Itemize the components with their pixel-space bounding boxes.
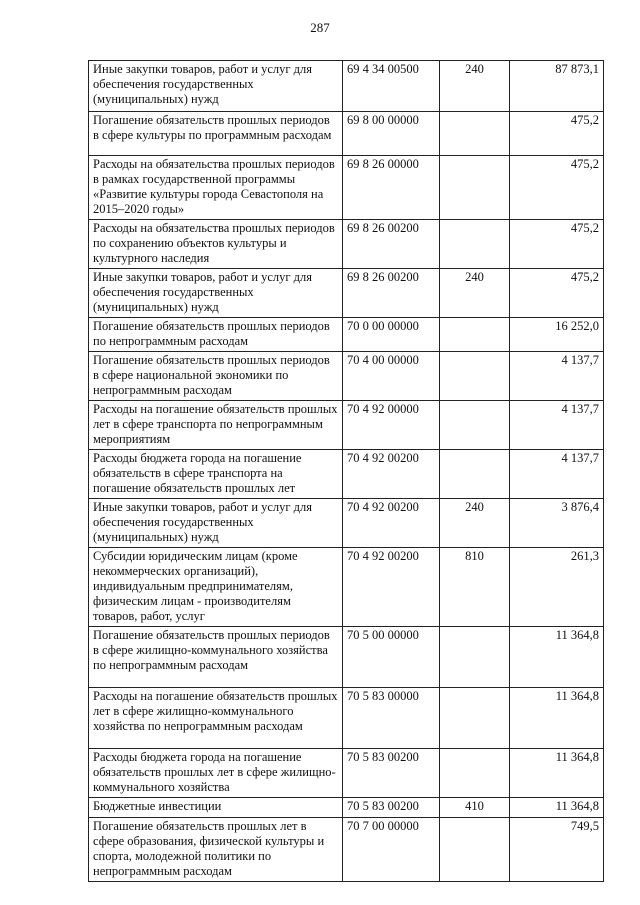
row-code: 69 8 26 00200 [343, 220, 440, 269]
row-code: 70 4 00 00000 [343, 352, 440, 401]
row-sum: 4 137,7 [510, 352, 604, 401]
row-code: 70 4 92 00200 [343, 548, 440, 627]
row-name: Расходы бюджета города на погашение обязательств прошлых лет в сфере жилищно-коммунального хозяйства [89, 749, 343, 798]
table-row [89, 156, 604, 220]
row-code: 70 7 00 00000 [343, 818, 440, 882]
row-name: Погашение обязательств прошлых периодов в сфере культуры по программным расходам [89, 112, 343, 156]
row-sum: 475,2 [510, 156, 604, 220]
row-expense-type [440, 401, 510, 450]
table-row [89, 749, 604, 798]
row-sum: 16 252,0 [510, 318, 604, 352]
row-code: 70 4 92 00200 [343, 450, 440, 499]
row-expense-type [440, 627, 510, 688]
row-code: 70 4 92 00200 [343, 499, 440, 548]
row-expense-type: 240 [440, 269, 510, 318]
row-sum: 4 137,7 [510, 401, 604, 450]
row-code: 69 8 26 00200 [343, 269, 440, 318]
row-expense-type [440, 749, 510, 798]
table-row [89, 318, 604, 352]
row-name: Расходы бюджета города на погашение обязательств в сфере транспорта на погашение обязательств прошлых лет [89, 450, 343, 499]
table-row [89, 688, 604, 749]
row-sum: 11 364,8 [510, 749, 604, 798]
row-code: 70 5 83 00200 [343, 798, 440, 818]
row-name: Погашение обязательств прошлых периодов в сфере жилищно-коммунального хозяйства по непрограммным расходам [89, 627, 343, 688]
row-code: 70 5 83 00200 [343, 749, 440, 798]
table-row [89, 112, 604, 156]
row-expense-type: 240 [440, 61, 510, 112]
row-name: Погашение обязательств прошлых периодов по непрограммным расходам [89, 318, 343, 352]
table-row [89, 269, 604, 318]
row-code: 69 4 34 00500 [343, 61, 440, 112]
row-sum: 11 364,8 [510, 798, 604, 818]
row-name: Бюджетные инвестиции [89, 798, 343, 818]
row-name: Расходы на обязательства прошлых периодов по сохранению объектов культуры и культурного наследия [89, 220, 343, 269]
table-row [89, 401, 604, 450]
row-expense-type [440, 818, 510, 882]
table-row [89, 627, 604, 688]
table-row [89, 352, 604, 401]
row-code: 69 8 26 00000 [343, 156, 440, 220]
row-sum: 475,2 [510, 269, 604, 318]
row-name: Расходы на обязательства прошлых периодов в рамках государственной программы «Развитие культуры города Севастополя на 2015–2020 годы» [89, 156, 343, 220]
row-name: Расходы на погашение обязательств прошлых лет в сфере транспорта по непрограммным мероприятиям [89, 401, 343, 450]
table-row [89, 61, 604, 112]
table-row [89, 220, 604, 269]
row-expense-type [440, 688, 510, 749]
row-name: Иные закупки товаров, работ и услуг для обеспечения государственных (муниципальных) нужд [89, 61, 343, 112]
row-sum: 475,2 [510, 220, 604, 269]
row-expense-type [440, 156, 510, 220]
row-code: 70 5 00 00000 [343, 627, 440, 688]
row-name: Погашение обязательств прошлых лет в сфере образования, физической культуры и спорта, молодежной политики по непрограммным расходам [89, 818, 343, 882]
row-name: Субсидии юридическим лицам (кроме некоммерческих организаций), индивидуальным предпринимателям, физическим лицам - производителям товаров, работ, услуг [89, 548, 343, 627]
row-sum: 11 364,8 [510, 627, 604, 688]
table-row [89, 450, 604, 499]
row-name: Иные закупки товаров, работ и услуг для обеспечения государственных (муниципальных) нужд [89, 499, 343, 548]
row-sum: 87 873,1 [510, 61, 604, 112]
row-code: 70 5 83 00000 [343, 688, 440, 749]
row-sum: 3 876,4 [510, 499, 604, 548]
row-name: Погашение обязательств прошлых периодов в сфере национальной экономики по непрограммным расходам [89, 352, 343, 401]
table-row [89, 818, 604, 882]
row-code: 70 0 00 00000 [343, 318, 440, 352]
row-expense-type [440, 318, 510, 352]
row-code: 70 4 92 00000 [343, 401, 440, 450]
row-sum: 749,5 [510, 818, 604, 882]
row-name: Расходы на погашение обязательств прошлых лет в сфере жилищно-коммунального хозяйства по непрограммным расходам [89, 688, 343, 749]
row-sum: 475,2 [510, 112, 604, 156]
table-row [89, 798, 604, 818]
table-row [89, 499, 604, 548]
budget-table [88, 60, 604, 882]
row-expense-type: 810 [440, 548, 510, 627]
row-expense-type [440, 112, 510, 156]
row-sum: 11 364,8 [510, 688, 604, 749]
page-number: 287 [310, 20, 330, 35]
row-expense-type: 240 [440, 499, 510, 548]
row-sum: 261,3 [510, 548, 604, 627]
row-code: 69 8 00 00000 [343, 112, 440, 156]
row-expense-type [440, 352, 510, 401]
row-expense-type [440, 220, 510, 269]
row-sum: 4 137,7 [510, 450, 604, 499]
row-expense-type [440, 450, 510, 499]
row-name: Иные закупки товаров, работ и услуг для обеспечения государственных (муниципальных) нужд [89, 269, 343, 318]
row-expense-type: 410 [440, 798, 510, 818]
table-row [89, 548, 604, 627]
